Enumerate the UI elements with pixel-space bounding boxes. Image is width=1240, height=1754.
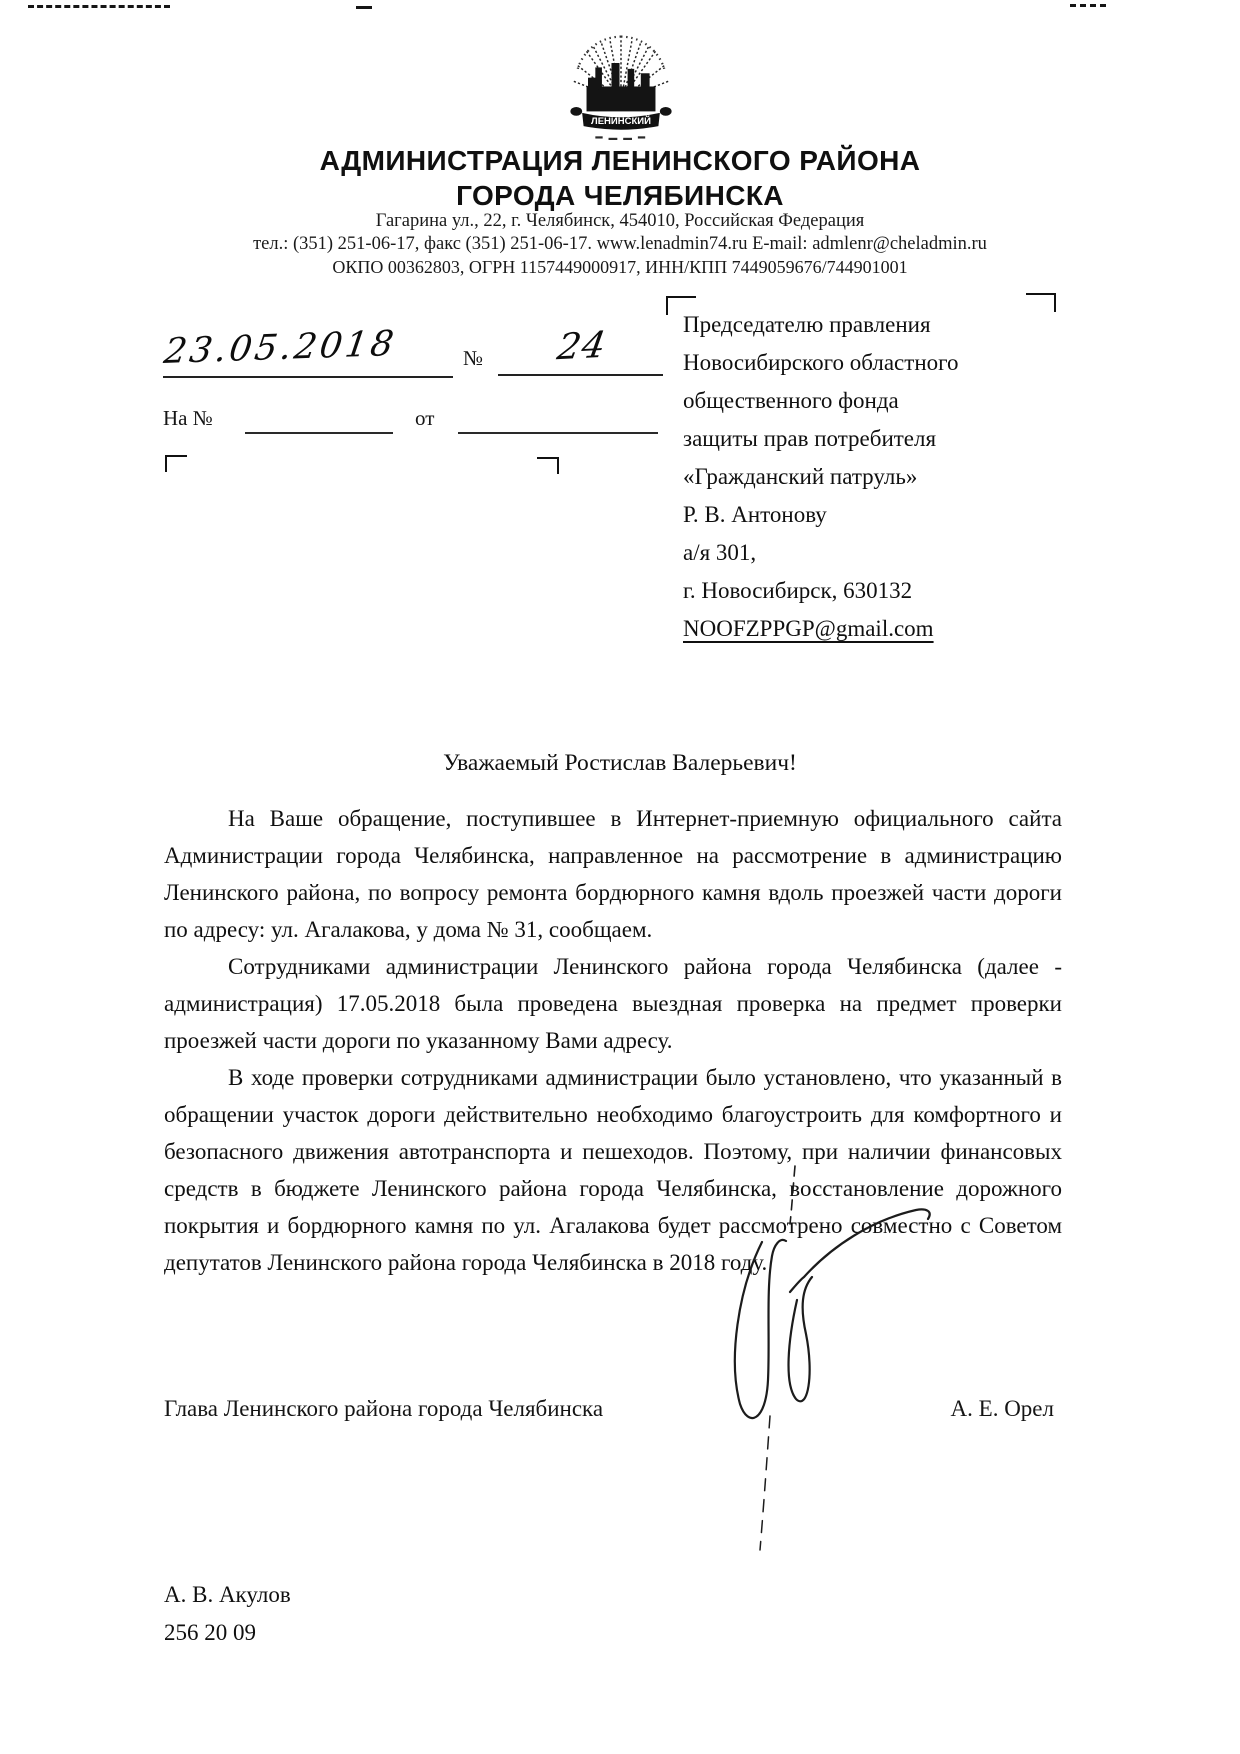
recipient-line: Председателю правления (683, 312, 931, 337)
salutation: Уважаемый Ростислав Валерьевич! (443, 750, 797, 776)
emblem-graphic (566, 24, 676, 146)
recipient-line: а/я 301, (683, 540, 757, 565)
district-emblem (566, 24, 676, 146)
letterhead-address: Гагарина ул., 22, г. Челябинск, 454010, Российская Федерация (375, 211, 865, 231)
recipient-line: Р. В. Антонову (683, 502, 827, 527)
recipient-block (683, 306, 1053, 648)
letterhead-registration-numbers: ОКПО 00362803, ОГРН 1157449000917, ИНН/КПП 7449059676/744901001 (332, 257, 908, 277)
signatory-position-title: Глава Ленинского района города Челябинска (164, 1396, 604, 1421)
reply-reference-row (163, 402, 683, 442)
reply-date-underline (458, 432, 658, 434)
scan-artifact (356, 6, 372, 9)
executor-phone: 256 20 09 (164, 1620, 256, 1645)
recipient-email: NOOFZPPGP@gmail.com (683, 616, 934, 641)
recipient-line: общественного фонда (683, 388, 899, 413)
organization-name-line2: ГОРОДА ЧЕЛЯБИНСКА (456, 180, 784, 211)
letterhead-contacts: тел.: (351) 251-06-17, факс (351) 251-06-17. www.lenadmin74.ru E-mail: admlenr@cheladmin.ru (253, 234, 987, 254)
recipient-line: г. Новосибирск, 630132 (683, 578, 913, 603)
reply-from-label: от (415, 406, 435, 430)
executor-name: А. В. Акулов (164, 1582, 291, 1607)
executor-block (164, 1576, 291, 1652)
date-underline (163, 376, 453, 378)
address-zone-corner-left (165, 455, 187, 472)
handwritten-signature (700, 1158, 950, 1568)
body-paragraph: Сотрудниками администрации Ленинского района города Челябинска (далее - администрация) 17.05.2018 была проведена выездная проверка на предмет проверки проезжей части дороги по указанному Вами адресу. (164, 954, 1062, 1053)
signature-graphic (700, 1158, 950, 1568)
body-paragraph: В ходе проверки сотрудниками администрации было установлено, что указанный в обращении участок дороги действительно необходимо благоустроить для комфортного и безопасного движения автотранспорта и пешеходов. Поэтому, при наличии финансовых средств в бюджете Ленинского района города Челябинска, восстановление дорожного покрытия и бордюрного камня по ул. Агалакова будет рассмотрено совместно с Советом депутатов Ленинского района города Челябинска в 2018 году. (164, 1065, 1062, 1275)
handwritten-date: 23.05.2018 (161, 323, 399, 373)
outgoing-reference-row (161, 323, 663, 382)
emblem-ribbon-label: ЛЕНИНСКИЙ (591, 115, 651, 127)
signatory-name: А. Е. Орел (950, 1396, 1054, 1421)
scan-artifact (28, 5, 170, 8)
body-paragraph: На Ваше обращение, поступившее в Интернет-приемную официального сайта Администрации города Челябинска, направленное на рассмотрение в администрацию Ленинского района, по вопросу ремонта бордюрного камня вдоль проезжей части дороги по адресу: ул. Агалакова, у дома № 31, сообщаем. (164, 806, 1062, 942)
handwritten-outgoing-number: 24 (554, 324, 610, 369)
address-zone-corner-right (537, 457, 559, 474)
recipient-line: защиты прав потребителя (683, 426, 937, 451)
reply-on-label: На № (163, 406, 213, 430)
recipient-line: «Гражданский патруль» (683, 464, 918, 489)
number-underline (498, 374, 663, 376)
number-sign-label: № (463, 346, 484, 370)
organization-name-line1: АДМИНИСТРАЦИЯ ЛЕНИНСКОГО РАЙОНА (319, 145, 921, 176)
recipient-line: Новосибирского областного (683, 350, 959, 375)
scan-artifact (1070, 4, 1106, 7)
reply-number-underline (245, 432, 393, 434)
